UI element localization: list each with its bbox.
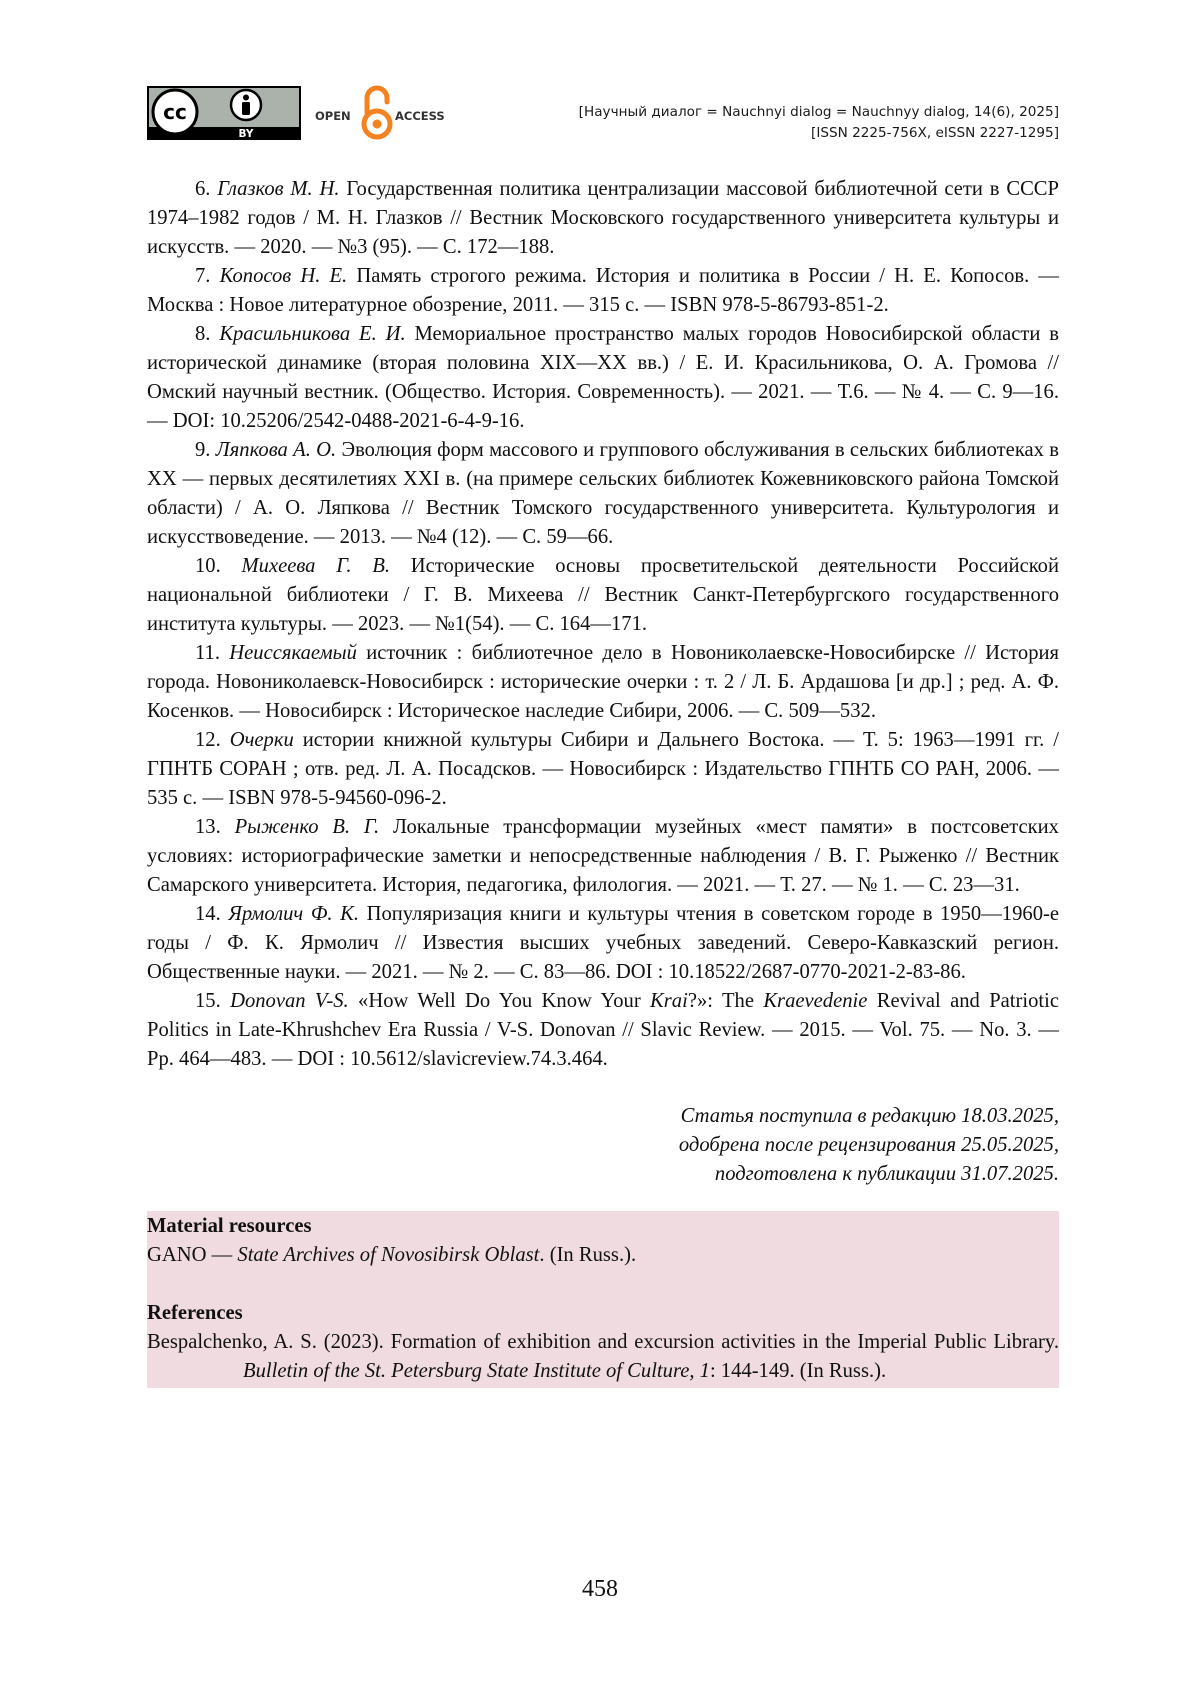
reference-item: 10. Михеева Г. В. Исторические основы просветительской деятельности Российской национальной библиотеки / Г. В. Михеева // Вестник Санкт-Петербургского государственного института культуры. — 2023. — №1(54). — С. 164—171. <box>147 555 1059 635</box>
date-prepared: подготовлена к публикации 31.07.2025. <box>714 1163 1059 1185</box>
page-header <box>147 85 1059 145</box>
reference-item: 7. Копосов Н. Е. Память строгого режима. История и политика в России / Н. Е. Копосов. — Москва : Новое литературное обозрение, 2011. — 315 с. — ISBN 978-5-86793-851-2. <box>147 265 1059 316</box>
reference-author: Ляпкова А. О. <box>215 439 337 461</box>
reference-item: 9. Ляпкова А. О. Эволюция форм массового и группового обслуживания в сельских библиотеках в XX — первых десятилетиях XXI в. (на примере сельских библиотек Кожевниковского района Томской области) / А. О. Ляпкова // Вестник Томского государственного университета. Культурология и искусствоведение. — 2013. — №4 (12). — С. 59—66. <box>147 439 1059 548</box>
reference-item: 11. Неиссякаемый источник : библиотечное дело в Новониколаевске-Новосибирске // История города. Новониколаевск-Новосибирск : исторические очерки : т. 2 / Л. Б. Ардашова [и др.] ; ред. А. Ф. Косенков. — Новосибирск : Историческое наследие Сибири, 2006. — С. 509—532. <box>147 642 1059 722</box>
reference-author: Копосов Н. Е. <box>219 265 348 287</box>
reference-item: 14. Ярмолич Ф. К. Популяризация книги и культуры чтения в советском городе в 1950—1960-е годы / Ф. К. Ярмолич // Известия высших учебных заведений. Северо-Кавказский регион. Общественные науки. — 2021. — № 2. — С. 83—86. DOI : 10.18522/2687-0770-2021-2-83-86. <box>147 903 1059 983</box>
open-access-lock-icon <box>315 85 463 141</box>
english-references-block <box>147 1211 1059 1388</box>
material-resources-heading: Material resources <box>147 1215 312 1237</box>
journal-info <box>579 102 1059 144</box>
reference-author: Красильникова Е. И. <box>219 323 406 345</box>
cc-label: cc <box>163 100 187 124</box>
by-label: BY <box>238 128 254 140</box>
reference-author: Donovan V-S. <box>230 990 349 1012</box>
reference-author: Глазков М. Н. <box>217 178 340 200</box>
english-reference-item: Bespalchenko, A. S. (2023). Formation of exhibition and excursion activities in the Imperial Public Library. Bulletin of the St. Petersburg State Institute of Culture, 1: 144-149. (In Russ.). <box>147 1331 1059 1382</box>
page-number: 458 <box>582 1576 618 1602</box>
reference-author: Ярмолич Ф. К. <box>228 903 359 925</box>
date-approved: одобрена после рецензирования 25.05.2025, <box>678 1134 1059 1156</box>
article-dates <box>147 1102 1059 1189</box>
date-received: Статья поступила в редакцию 18.03.2025, <box>680 1105 1059 1127</box>
reference-item: 8. Красильникова Е. И. Мемориальное пространство малых городов Новосибирской области в исторической динамике (вторая половина XIX—XX вв.) / Е. И. Красильникова, О. А. Громова // Омский научный вестник. (Общество. История. Современность). — 2021. — Т.6. — № 4. — С. 9—16. — DOI: 10.25206/2542-0488-2021-6-4-9-16. <box>147 323 1059 432</box>
reference-author: Очерки <box>229 729 294 751</box>
journal-issn: [ISSN 2225-756X, eISSN 2227-1295] <box>811 125 1059 141</box>
reference-author: Михеева Г. В. <box>241 555 391 577</box>
reference-item: 6. Глазков М. Н. Государственная политика централизации массовой библиотечной сети в СССР 1974–1982 годов / М. Н. Глазков // Вестник Московского государственного университета культуры и искусств. — 2020. — №3 (95). — С. 172—188. <box>147 178 1059 258</box>
reference-author: Неиссякаемый <box>229 642 357 664</box>
references-heading: References <box>147 1302 243 1324</box>
cc-by-license-icon <box>147 86 301 140</box>
reference-item: 15. Donovan V-S. «How Well Do You Know Your Krai?»: The Kraevedenie Revival and Patriotic Politics in Late-Khrushchev Era Russia / V-S. Donovan // Slavic Review. — 2015. — Vol. 75. — No. 3. — Pp. 464—483. — DOI : 10.5612/slavicreview.74.3.464. <box>147 990 1059 1070</box>
material-resource-item: GANO — State Archives of Novosibirsk Oblast. (In Russ.). <box>147 1244 637 1266</box>
open-word: OPEN <box>315 109 351 123</box>
access-word: ACCESS <box>395 109 445 123</box>
reference-item: 13. Рыженко В. Г. Локальные трансформации музейных «мест памяти» в постсоветских условиях: историографические заметки и непосредственные наблюдения / В. Г. Рыженко // Вестник Самарского университета. История, педагогика, филология. — 2021. — Т. 27. — № 1. — С. 23—31. <box>147 816 1059 896</box>
reference-author: Рыженко В. Г. <box>234 816 380 838</box>
journal-citation: [Научный диалог = Nauchnyi dialog = Nauchnyy dialog, 14(6), 2025] <box>578 104 1059 120</box>
reference-item: 12. Очерки истории книжной культуры Сибири и Дальнего Востока. — Т. 5: 1963—1991 гг. / ГПНТБ СОРАН ; отв. ред. Л. А. Посадсков. — Новосибирск : Издательство ГПНТБ СО РАН, 2006. — 535 с. — ISBN 978-5-94560-096-2. <box>147 729 1059 809</box>
article-body <box>147 175 1059 1388</box>
reference-list <box>147 175 1059 1074</box>
